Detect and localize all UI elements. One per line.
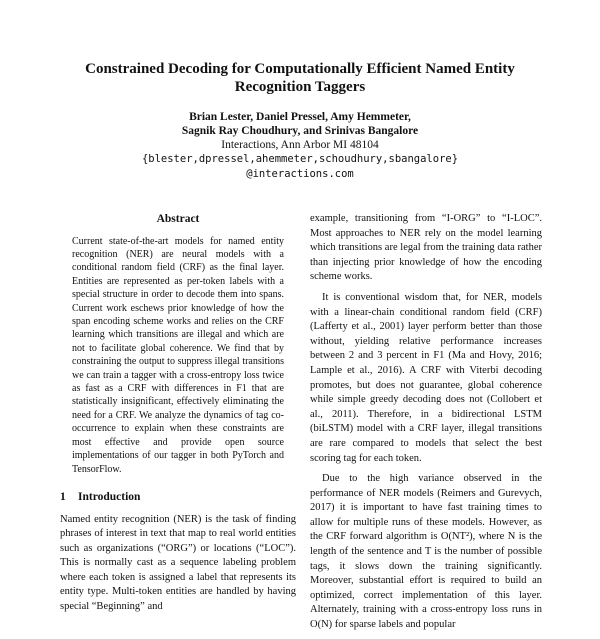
emails-line-1: {blester,dpressel,ahemmeter,schoudhury,sbangalore} (141, 153, 459, 165)
authors-line-1: Brian Lester, Daniel Pressel, Amy Hemmeter, (189, 111, 411, 123)
section-heading-introduction (60, 490, 296, 505)
intro-paragraph-1: Named entity recognition (NER) is the task of finding phrases of interest in text that map to real world entities such as organizations (“ORG”) or locations (“LOC”). This is normally cast as a sequence labeling problem where each token is assigned a label that represents its entity type. Multi-token entities are handled by having special “Beginning” and (60, 513, 296, 613)
abstract-heading: Abstract (156, 213, 200, 225)
abstract-text: Current state-of-the-art models for named entity recognition (NER) are neural models with a conditional random field (CRF) as the final layer. Entities are represented as per-token labels with a special structure in order to decode them into spans. Current work eschews prior knowledge of how the span encoding scheme works and relies on the CRF learning which transitions are illegal and which are not to facilitate global coherence. We find that by constraining the output to suppress illegal transitions we can train a tagger with a cross-entropy loss twice as fast as a CRF with differences in F1 that are statistically insignificant, effectively eliminating the need for a CRF. We analyze the dynamics of tag co-occurrence to explain when these constraints are most effective and provide open source implementations of our tagger in both PyTorch and TensorFlow. (72, 235, 284, 475)
emails-line-2: @interactions.com (246, 168, 354, 180)
left-column (60, 212, 296, 621)
section-number: 1 (60, 490, 66, 503)
section-title: Introduction (78, 490, 141, 503)
right-column (310, 212, 542, 639)
author-block (60, 110, 540, 182)
affiliation: Interactions, Ann Arbor MI 48104 (221, 139, 379, 151)
paper-title: Constrained Decoding for Computationally Efficient Named Entity Recognition Taggers (85, 61, 515, 95)
right-paragraph-2: It is conventional wisdom that, for NER, models with a linear-chain conditional random field (CRF) (Lafferty et al., 2001) layer perform better than those without, yielding relative performance increases between 2 and 3 percent in F1 (Ma and Hovy, 2016; Lample et al., 2016). A CRF with Viterbi decoding promotes, but does not guarantee, global coherence while simple greedy decoding does not (Collobert et al., 2011). Therefore, in a bidirectional LSTM (biLSTM) model with a CRF layer, illegal transitions are rare compared to models that select the best scoring tag for each token. (310, 291, 542, 464)
right-paragraph-1: example, transitioning from “I-ORG” to “I-LOC”. Most approaches to NER rely on the model learning which transitions are legal from the training data rather than injecting prior knowledge of how the encoding scheme works. (310, 213, 542, 283)
authors-line-2: Sagnik Ray Choudhury, and Srinivas Bangalore (181, 125, 419, 137)
right-paragraph-3: Due to the high variance observed in the performance of NER models (Reimers and Gurevych, 2017) it is important to have fast training times to allow for multiple runs of these models. However, as the CRF forward algorithm is O(NT²), where N is the length of the sentence and T is the number of possible tags, it slows down the training significantly. Moreover, substantial effort is required to build an optimized, correct implementation of this layer. Alternately, training with a cross-entropy loss runs in O(N) for sparse labels and popular (310, 473, 542, 631)
